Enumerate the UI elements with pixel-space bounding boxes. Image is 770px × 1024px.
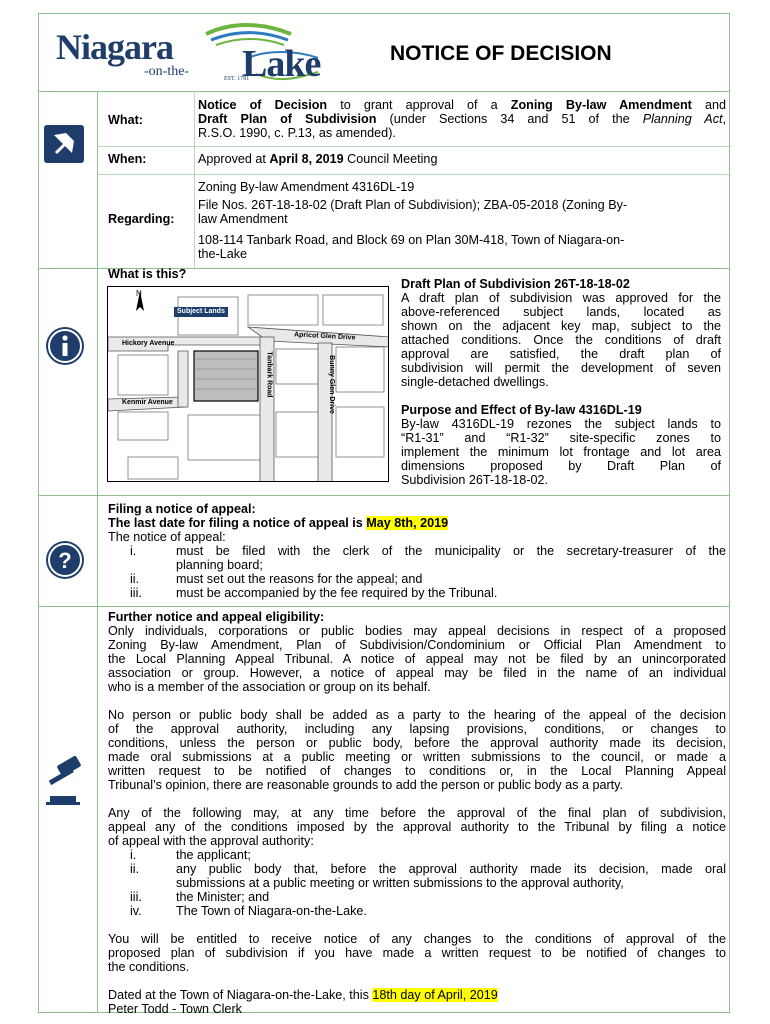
draft-plan-line: above-referenced subject lands, located as: [401, 305, 721, 319]
further-line: of appeal with the approval authority:: [108, 834, 314, 848]
further-line: appeal any of the conditions imposed by the approval authority to the Tribunal by filing a notice: [108, 820, 726, 834]
question-icon: [46, 541, 84, 579]
key-map-drawing: [108, 287, 389, 482]
page-title: NOTICE OF DECISION: [390, 42, 612, 65]
draft-plan-text: Draft Plan of Subdivision: [198, 112, 377, 126]
map-tanbark: Tanbark Road: [265, 351, 273, 398]
label-column-divider: [194, 91, 195, 268]
draft-plan-line: subdivision will permit the development of seven: [401, 361, 721, 375]
notice-of-decision-text: Notice of Decision: [198, 98, 328, 112]
draft-plan-line: shown on the adjacent key map, subject to the: [401, 319, 721, 333]
appeal-item-text: must be filed with the clerk of the municipality or the secretary-treasurer of the: [176, 544, 726, 558]
further-line: the conditions.: [108, 960, 190, 974]
purpose-line: By-law 4316DL-19 rezones the subject lands to: [401, 417, 721, 431]
draft-plan-line: attached conditions. Once the conditions of draft: [401, 333, 721, 347]
when-pre: Approved at: [198, 152, 270, 166]
further-line: the Local Planning Appeal Tribunal. A notice of appeal may not be filed by an unincorporated: [108, 652, 726, 666]
draft-plan-line: approval are satisfied, the draft plan of: [401, 347, 721, 361]
gavel-icon: [44, 756, 88, 806]
divider: [98, 146, 731, 147]
appeal-item-text: planning board;: [176, 558, 263, 572]
logo-lake: Lake: [242, 43, 321, 85]
svg-text:?: ?: [58, 548, 72, 573]
what-text: ,: [722, 112, 726, 126]
what-text: and: [691, 98, 726, 112]
purpose-line: dimensions proposed by Draft Plan of: [401, 459, 721, 473]
further-line: Any of the following may, at any time before the approval of the final plan of subdivision,: [108, 806, 726, 820]
appeal-heading: Filing a notice of appeal:: [108, 502, 256, 516]
regarding-line: File Nos. 26T-18-18-02 (Draft Plan of Subdivision); ZBA-05-2018 (Zoning By-: [198, 198, 628, 212]
logo-niagara: Niagara: [56, 27, 173, 67]
approval-date: April 8, 2019: [269, 152, 344, 166]
icon-column-divider: [97, 91, 98, 1013]
map-kenmir: Kenmir Avenue: [122, 399, 173, 406]
regarding-line: 108-114 Tanbark Road, and Block 69 on Plan 30M-418, Town of Niagara-on-: [198, 233, 625, 247]
what-line-1: [198, 98, 726, 112]
further-line: made oral submissions at a public meeting or written submissions to the council, or made a: [108, 750, 726, 764]
further-line: Tribunal’s opinion, there are reasonable grounds to add the person or public body as a party.: [108, 778, 624, 792]
divider: [39, 91, 729, 92]
purpose-heading: Purpose and Effect of By-law 4316DL-19: [401, 403, 642, 417]
what-line-3: R.S.O. 1990, c. P.13, as amended).: [198, 126, 396, 140]
further-line: association or group. However, a notice of appeal may be filed in the name of an individual: [108, 666, 726, 680]
further-line: who is a member of the association or group on its behalf.: [108, 680, 431, 694]
appeal-item-text: must set out the reasons for the appeal; and: [176, 572, 423, 586]
map-north: N: [136, 289, 142, 298]
what-label: What:: [108, 113, 143, 127]
draft-plan-line: A draft plan of subdivision was approved for the: [401, 291, 721, 305]
what-text: to grant approval of a: [327, 98, 511, 112]
purpose-line: “R1-31” and “R1-32” site-specific zones to: [401, 431, 721, 445]
planning-act-text: Planning Act: [642, 112, 723, 126]
further-item-text: any public body that, before the approval authority made its decision, made oral: [176, 862, 726, 876]
further-item-number: iii.: [130, 890, 142, 904]
further-item-text: The Town of Niagara-on-the-Lake.: [176, 904, 367, 918]
signer: Peter Todd - Town Clerk: [108, 1002, 242, 1016]
logo: [56, 22, 326, 86]
zoning-amendment-text: Zoning By-law Amendment: [510, 98, 692, 112]
appeal-last-date: [108, 516, 448, 530]
further-line: No person or public body shall be added as a party to the hearing of the appeal of the decision: [108, 708, 726, 722]
divider: [39, 606, 729, 607]
appeal-item-number: ii.: [130, 572, 140, 586]
further-item-text: the Minister; and: [176, 890, 270, 904]
appeal-item-text: must be accompanied by the fee required by the Tribunal.: [176, 586, 498, 600]
further-line: conditions, unless the person or public body, before the approval authority made its decision,: [108, 736, 726, 750]
pin-icon: [44, 125, 84, 163]
logo-on-the: -on-the-: [144, 64, 190, 79]
further-item-text: the applicant;: [176, 848, 251, 862]
further-item-number: i.: [130, 848, 137, 862]
further-line: written request to be notified of changes to conditions or, in the Local Planning Appeal: [108, 764, 726, 778]
regarding-line: the-Lake: [198, 247, 248, 261]
regarding-label: Regarding:: [108, 212, 175, 226]
further-line: of the approval authority, including any lapsing provisions, conditions, or changes to: [108, 722, 726, 736]
last-date-value: May 8th, 2019: [366, 516, 449, 530]
logo-est: EST. 1781: [224, 76, 250, 82]
draft-plan-heading: Draft Plan of Subdivision 26T-18-18-02: [401, 277, 630, 291]
further-line: proposed plan of subdivision if you have made a written request to be notified of changes to: [108, 946, 726, 960]
key-map: [107, 286, 389, 482]
map-apricot: Apricot Glen Drive: [293, 331, 356, 342]
when-text: [198, 152, 437, 166]
further-line: Zoning By-law Amendment, Plan of Subdivision/Condominium or Official Plan Amendment to: [108, 638, 726, 652]
further-line: You will be entitled to receive notice of any changes to the conditions of approval of the: [108, 932, 726, 946]
dated-pre: Dated at the Town of Niagara-on-the-Lake, this: [108, 988, 373, 1002]
last-date-label: The last date for filing a notice of appeal is: [108, 516, 367, 530]
divider: [98, 174, 731, 175]
further-heading: Further notice and appeal eligibility:: [108, 610, 325, 624]
appeal-item-number: i.: [130, 544, 137, 558]
dated-line: [108, 988, 498, 1002]
map-subject-lands: Subject Lands: [177, 308, 225, 315]
draft-plan-line: single-detached dwellings.: [401, 375, 549, 389]
when-post: Council Meeting: [343, 152, 438, 166]
appeal-intro: The notice of appeal:: [108, 530, 226, 544]
purpose-line: implement the minimum lot frontage and lot area: [401, 445, 721, 459]
when-label: When:: [108, 152, 147, 166]
dated-date: 18th day of April, 2019: [372, 988, 498, 1002]
divider: [39, 495, 729, 496]
what-is-this-heading: What is this?: [108, 267, 187, 281]
map-hickory: Hickory Avenue: [122, 340, 175, 347]
further-item-number: iv.: [130, 904, 142, 918]
what-line-2: [198, 112, 726, 126]
purpose-line: Subdivision 26T-18-18-02.: [401, 473, 549, 487]
map-bunny: Bunny Glen Drive: [327, 355, 335, 414]
regarding-line: Zoning By-law Amendment 4316DL-19: [198, 180, 415, 194]
what-text: (under Sections 34 and 51 of the: [376, 112, 643, 126]
regarding-line: law Amendment: [198, 212, 288, 226]
appeal-item-number: iii.: [130, 586, 142, 600]
info-icon: [46, 327, 84, 365]
further-item-text: submissions at a public meeting or written submissions to the approval authority,: [176, 876, 624, 890]
further-item-number: ii.: [130, 862, 140, 876]
further-line: Only individuals, corporations or public bodies may appeal decisions in respect of a proposed: [108, 624, 726, 638]
